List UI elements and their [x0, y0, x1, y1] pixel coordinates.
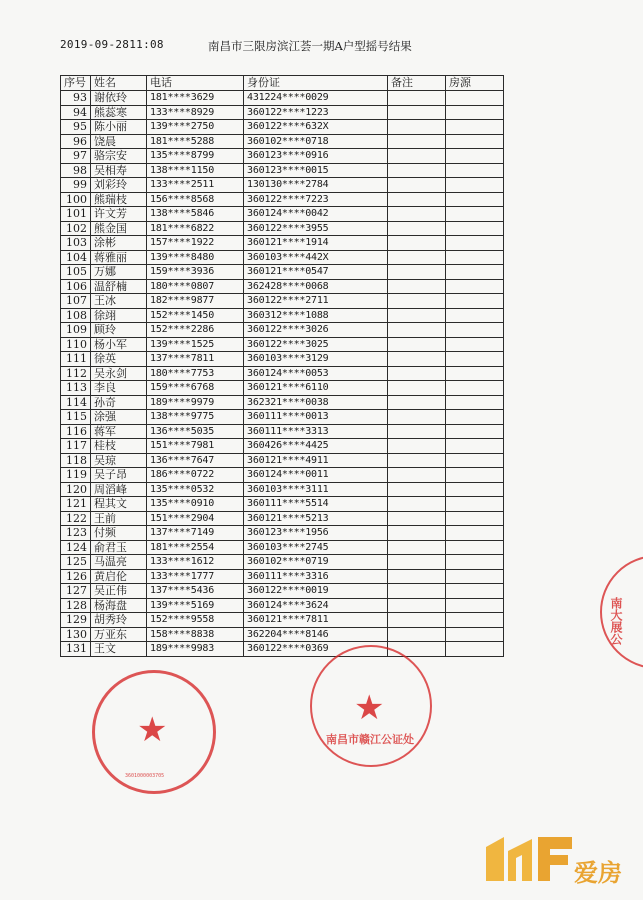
applicant-name: 骆宗安 — [91, 149, 147, 164]
row-index: 113 — [61, 381, 91, 396]
remark-cell — [388, 627, 446, 642]
phone-number: 139****8480 — [147, 250, 244, 265]
phone-number: 159****3936 — [147, 265, 244, 280]
remark-cell — [388, 540, 446, 555]
applicant-name: 杨小军 — [91, 337, 147, 352]
row-index: 114 — [61, 395, 91, 410]
print-datetime: 2019-09-2811:08 — [60, 38, 164, 51]
id-number: 360121****4911 — [244, 453, 388, 468]
applicant-name: 周滔峰 — [91, 482, 147, 497]
phone-number: 152****1450 — [147, 308, 244, 323]
phone-number: 181****5288 — [147, 134, 244, 149]
phone-number: 189****9979 — [147, 395, 244, 410]
row-index: 102 — [61, 221, 91, 236]
applicant-name: 吴正伟 — [91, 584, 147, 599]
unit-cell — [446, 265, 504, 280]
phone-number: 133****2511 — [147, 178, 244, 193]
remark-cell — [388, 91, 446, 106]
row-index: 121 — [61, 497, 91, 512]
notary-seal-right — [600, 555, 643, 669]
remark-cell — [388, 192, 446, 207]
id-number: 360124****0042 — [244, 207, 388, 222]
remark-cell — [388, 526, 446, 541]
remark-cell — [388, 178, 446, 193]
id-number: 360111****3313 — [244, 424, 388, 439]
watermark-text: 爱房 — [574, 859, 622, 887]
remark-cell — [388, 497, 446, 512]
row-index: 118 — [61, 453, 91, 468]
table-row — [61, 134, 504, 149]
remark-cell — [388, 569, 446, 584]
row-index: 104 — [61, 250, 91, 265]
applicant-name: 李良 — [91, 381, 147, 396]
applicant-name: 万亚东 — [91, 627, 147, 642]
applicant-name: 涂彬 — [91, 236, 147, 251]
row-index: 106 — [61, 279, 91, 294]
unit-cell — [446, 584, 504, 599]
row-index: 125 — [61, 555, 91, 570]
col-header-unit: 房源 — [446, 76, 504, 91]
row-index: 96 — [61, 134, 91, 149]
phone-number: 189****9983 — [147, 642, 244, 657]
applicant-name: 程其文 — [91, 497, 147, 512]
table-row — [61, 163, 504, 178]
applicant-name: 许文芳 — [91, 207, 147, 222]
table-header-row — [61, 76, 504, 91]
id-number: 360111****3316 — [244, 569, 388, 584]
table-row — [61, 540, 504, 555]
applicant-name: 熊金国 — [91, 221, 147, 236]
table-row — [61, 337, 504, 352]
remark-cell — [388, 207, 446, 222]
row-index: 115 — [61, 410, 91, 425]
table-row — [61, 352, 504, 367]
table-row — [61, 381, 504, 396]
unit-cell — [446, 424, 504, 439]
table-row — [61, 642, 504, 657]
id-number: 360122****3955 — [244, 221, 388, 236]
page-header — [60, 38, 620, 54]
remark-cell — [388, 410, 446, 425]
col-header-index: 序号 — [61, 76, 91, 91]
remark-cell — [388, 453, 446, 468]
row-index: 107 — [61, 294, 91, 309]
unit-cell — [446, 453, 504, 468]
seal-star-icon: ★ — [137, 710, 168, 750]
phone-number: 133****1777 — [147, 569, 244, 584]
phone-number: 135****8799 — [147, 149, 244, 164]
table-row — [61, 613, 504, 628]
col-header-phone: 电话 — [147, 76, 244, 91]
applicant-name: 吴相寿 — [91, 163, 147, 178]
unit-cell — [446, 366, 504, 381]
seal-text: 南大展公 — [609, 597, 623, 645]
unit-cell — [446, 569, 504, 584]
remark-cell — [388, 613, 446, 628]
id-number: 431224****0029 — [244, 91, 388, 106]
phone-number: 139****1525 — [147, 337, 244, 352]
remark-cell — [388, 352, 446, 367]
unit-cell — [446, 163, 504, 178]
id-number: 360103****2745 — [244, 540, 388, 555]
unit-cell — [446, 555, 504, 570]
id-number: 360103****3129 — [244, 352, 388, 367]
unit-cell — [446, 540, 504, 555]
remark-cell — [388, 294, 446, 309]
row-index: 116 — [61, 424, 91, 439]
applicant-name: 马温亮 — [91, 555, 147, 570]
phone-number: 137****7811 — [147, 352, 244, 367]
applicant-name: 熊瑞枝 — [91, 192, 147, 207]
table-row — [61, 265, 504, 280]
id-number: 360103****442X — [244, 250, 388, 265]
table-row — [61, 91, 504, 106]
seal-code: 3601000003705 — [125, 773, 165, 779]
phone-number: 133****8929 — [147, 105, 244, 120]
table-row — [61, 395, 504, 410]
applicant-name: 温舒楠 — [91, 279, 147, 294]
id-number: 360121****7811 — [244, 613, 388, 628]
row-index: 99 — [61, 178, 91, 193]
applicant-name: 王冰 — [91, 294, 147, 309]
unit-cell — [446, 207, 504, 222]
phone-number: 181****3629 — [147, 91, 244, 106]
notary-seal-left — [92, 670, 216, 794]
phone-number: 159****6768 — [147, 381, 244, 396]
row-index: 112 — [61, 366, 91, 381]
unit-cell — [446, 120, 504, 135]
phone-number: 157****1922 — [147, 236, 244, 251]
table-row — [61, 584, 504, 599]
table-row — [61, 120, 504, 135]
unit-cell — [446, 410, 504, 425]
id-number: 362321****0038 — [244, 395, 388, 410]
table-row — [61, 308, 504, 323]
applicant-name: 付频 — [91, 526, 147, 541]
remark-cell — [388, 163, 446, 178]
table-row — [61, 105, 504, 120]
applicant-name: 蒋雅丽 — [91, 250, 147, 265]
table-row — [61, 482, 504, 497]
unit-cell — [446, 627, 504, 642]
applicant-name: 涂强 — [91, 410, 147, 425]
remark-cell — [388, 511, 446, 526]
id-number: 360123****0015 — [244, 163, 388, 178]
phone-number: 156****8568 — [147, 192, 244, 207]
id-number: 360122****0019 — [244, 584, 388, 599]
col-header-remark: 备注 — [388, 76, 446, 91]
id-number: 360111****0013 — [244, 410, 388, 425]
remark-cell — [388, 265, 446, 280]
table-row — [61, 569, 504, 584]
id-number: 360123****1956 — [244, 526, 388, 541]
unit-cell — [446, 221, 504, 236]
unit-cell — [446, 395, 504, 410]
remark-cell — [388, 308, 446, 323]
phone-number: 137****7149 — [147, 526, 244, 541]
applicant-name: 黄启伦 — [91, 569, 147, 584]
id-number: 360122****7223 — [244, 192, 388, 207]
unit-cell — [446, 511, 504, 526]
id-number: 360123****0916 — [244, 149, 388, 164]
phone-number: 181****6822 — [147, 221, 244, 236]
unit-cell — [446, 323, 504, 338]
phone-number: 135****0910 — [147, 497, 244, 512]
applicant-name: 万娜 — [91, 265, 147, 280]
unit-cell — [446, 91, 504, 106]
applicant-name: 徐翊 — [91, 308, 147, 323]
remark-cell — [388, 584, 446, 599]
remark-cell — [388, 468, 446, 483]
remark-cell — [388, 105, 446, 120]
remark-cell — [388, 236, 446, 251]
notary-seal-center — [310, 645, 432, 767]
remark-cell — [388, 221, 446, 236]
unit-cell — [446, 439, 504, 454]
remark-cell — [388, 555, 446, 570]
applicant-name: 蒋军 — [91, 424, 147, 439]
row-index: 129 — [61, 613, 91, 628]
row-index: 101 — [61, 207, 91, 222]
unit-cell — [446, 279, 504, 294]
id-number: 360122****632X — [244, 120, 388, 135]
unit-cell — [446, 236, 504, 251]
phone-number: 133****1612 — [147, 555, 244, 570]
table-row — [61, 236, 504, 251]
phone-number: 139****5169 — [147, 598, 244, 613]
table-row — [61, 207, 504, 222]
phone-number: 136****7647 — [147, 453, 244, 468]
id-number: 360124****0011 — [244, 468, 388, 483]
watermark-logo — [484, 833, 634, 887]
row-index: 117 — [61, 439, 91, 454]
unit-cell — [446, 250, 504, 265]
remark-cell — [388, 149, 446, 164]
table-row — [61, 526, 504, 541]
row-index: 98 — [61, 163, 91, 178]
seal-text: 南昌市赣江公证处 — [326, 733, 414, 746]
unit-cell — [446, 526, 504, 541]
row-index: 103 — [61, 236, 91, 251]
unit-cell — [446, 497, 504, 512]
unit-cell — [446, 192, 504, 207]
phone-number: 180****7753 — [147, 366, 244, 381]
id-number: 360103****3111 — [244, 482, 388, 497]
remark-cell — [388, 381, 446, 396]
phone-number: 137****5436 — [147, 584, 244, 599]
table-row — [61, 279, 504, 294]
unit-cell — [446, 598, 504, 613]
remark-cell — [388, 323, 446, 338]
remark-cell — [388, 134, 446, 149]
remark-cell — [388, 120, 446, 135]
unit-cell — [446, 294, 504, 309]
unit-cell — [446, 381, 504, 396]
col-header-name: 姓名 — [91, 76, 147, 91]
phone-number: 139****2750 — [147, 120, 244, 135]
phone-number: 186****0722 — [147, 468, 244, 483]
result-table — [60, 75, 504, 657]
row-index: 128 — [61, 598, 91, 613]
id-number: 360122****0369 — [244, 642, 388, 657]
remark-cell — [388, 395, 446, 410]
row-index: 130 — [61, 627, 91, 642]
row-index: 94 — [61, 105, 91, 120]
phone-number: 152****9558 — [147, 613, 244, 628]
id-number: 130130****2784 — [244, 178, 388, 193]
phone-number: 135****0532 — [147, 482, 244, 497]
id-number: 360122****3026 — [244, 323, 388, 338]
applicant-name: 刘彩玲 — [91, 178, 147, 193]
unit-cell — [446, 642, 504, 657]
row-index: 124 — [61, 540, 91, 555]
table-row — [61, 627, 504, 642]
applicant-name: 桂枝 — [91, 439, 147, 454]
row-index: 108 — [61, 308, 91, 323]
unit-cell — [446, 482, 504, 497]
id-number: 360122****1223 — [244, 105, 388, 120]
logo-mark-icon — [484, 833, 574, 883]
applicant-name: 徐英 — [91, 352, 147, 367]
table-row — [61, 366, 504, 381]
row-index: 111 — [61, 352, 91, 367]
id-number: 360124****0053 — [244, 366, 388, 381]
remark-cell — [388, 250, 446, 265]
table-row — [61, 439, 504, 454]
applicant-name: 谢依玲 — [91, 91, 147, 106]
id-number: 360121****1914 — [244, 236, 388, 251]
remark-cell — [388, 279, 446, 294]
id-number: 360111****5514 — [244, 497, 388, 512]
unit-cell — [446, 134, 504, 149]
phone-number: 181****2554 — [147, 540, 244, 555]
row-index: 95 — [61, 120, 91, 135]
table-row — [61, 410, 504, 425]
applicant-name: 王前 — [91, 511, 147, 526]
unit-cell — [446, 613, 504, 628]
unit-cell — [446, 352, 504, 367]
id-number: 362428****0068 — [244, 279, 388, 294]
row-index: 93 — [61, 91, 91, 106]
page-title: 南昌市三限房滨江荟一期A户型摇号结果 — [208, 39, 412, 53]
remark-cell — [388, 366, 446, 381]
row-index: 119 — [61, 468, 91, 483]
remark-cell — [388, 439, 446, 454]
phone-number: 138****1150 — [147, 163, 244, 178]
table-row — [61, 468, 504, 483]
table-row — [61, 323, 504, 338]
row-index: 109 — [61, 323, 91, 338]
row-index: 97 — [61, 149, 91, 164]
table-row — [61, 453, 504, 468]
id-number: 360102****0719 — [244, 555, 388, 570]
table-row — [61, 294, 504, 309]
phone-number: 182****9877 — [147, 294, 244, 309]
table-row — [61, 178, 504, 193]
remark-cell — [388, 598, 446, 613]
remark-cell — [388, 642, 446, 657]
applicant-name: 陈小丽 — [91, 120, 147, 135]
id-number: 360312****1088 — [244, 308, 388, 323]
table-body — [61, 91, 504, 657]
row-index: 105 — [61, 265, 91, 280]
remark-cell — [388, 482, 446, 497]
phone-number: 180****0807 — [147, 279, 244, 294]
table-row — [61, 250, 504, 265]
remark-cell — [388, 337, 446, 352]
applicant-name: 杨海盘 — [91, 598, 147, 613]
unit-cell — [446, 178, 504, 193]
table-row — [61, 511, 504, 526]
remark-cell — [388, 424, 446, 439]
row-index: 127 — [61, 584, 91, 599]
applicant-name: 王文 — [91, 642, 147, 657]
phone-number: 152****2286 — [147, 323, 244, 338]
applicant-name: 胡秀玲 — [91, 613, 147, 628]
phone-number: 151****2904 — [147, 511, 244, 526]
phone-number: 138****5846 — [147, 207, 244, 222]
phone-number: 151****7981 — [147, 439, 244, 454]
unit-cell — [446, 337, 504, 352]
row-index: 123 — [61, 526, 91, 541]
table-row — [61, 497, 504, 512]
phone-number: 138****9775 — [147, 410, 244, 425]
applicant-name: 熊蕊寒 — [91, 105, 147, 120]
row-index: 131 — [61, 642, 91, 657]
phone-number: 136****5035 — [147, 424, 244, 439]
table-row — [61, 598, 504, 613]
applicant-name: 孙奇 — [91, 395, 147, 410]
unit-cell — [446, 308, 504, 323]
row-index: 110 — [61, 337, 91, 352]
applicant-name: 吴子昂 — [91, 468, 147, 483]
row-index: 126 — [61, 569, 91, 584]
id-number: 360122****2711 — [244, 294, 388, 309]
unit-cell — [446, 149, 504, 164]
id-number: 360121****5213 — [244, 511, 388, 526]
unit-cell — [446, 105, 504, 120]
id-number: 360124****3624 — [244, 598, 388, 613]
id-number: 362204****8146 — [244, 627, 388, 642]
id-number: 360102****0718 — [244, 134, 388, 149]
applicant-name: 吴琼 — [91, 453, 147, 468]
id-number: 360122****3025 — [244, 337, 388, 352]
applicant-name: 饶晨 — [91, 134, 147, 149]
applicant-name: 俞君玉 — [91, 540, 147, 555]
row-index: 120 — [61, 482, 91, 497]
table-row — [61, 192, 504, 207]
id-number: 360121****6110 — [244, 381, 388, 396]
table-row — [61, 424, 504, 439]
col-header-id: 身份证 — [244, 76, 388, 91]
unit-cell — [446, 468, 504, 483]
row-index: 122 — [61, 511, 91, 526]
table-row — [61, 149, 504, 164]
phone-number: 158****8838 — [147, 627, 244, 642]
applicant-name: 吴永剑 — [91, 366, 147, 381]
id-number: 360121****0547 — [244, 265, 388, 280]
row-index: 100 — [61, 192, 91, 207]
table-row — [61, 555, 504, 570]
id-number: 360426****4425 — [244, 439, 388, 454]
applicant-name: 顾玲 — [91, 323, 147, 338]
seal-star-icon: ★ — [354, 688, 385, 728]
table-row — [61, 221, 504, 236]
